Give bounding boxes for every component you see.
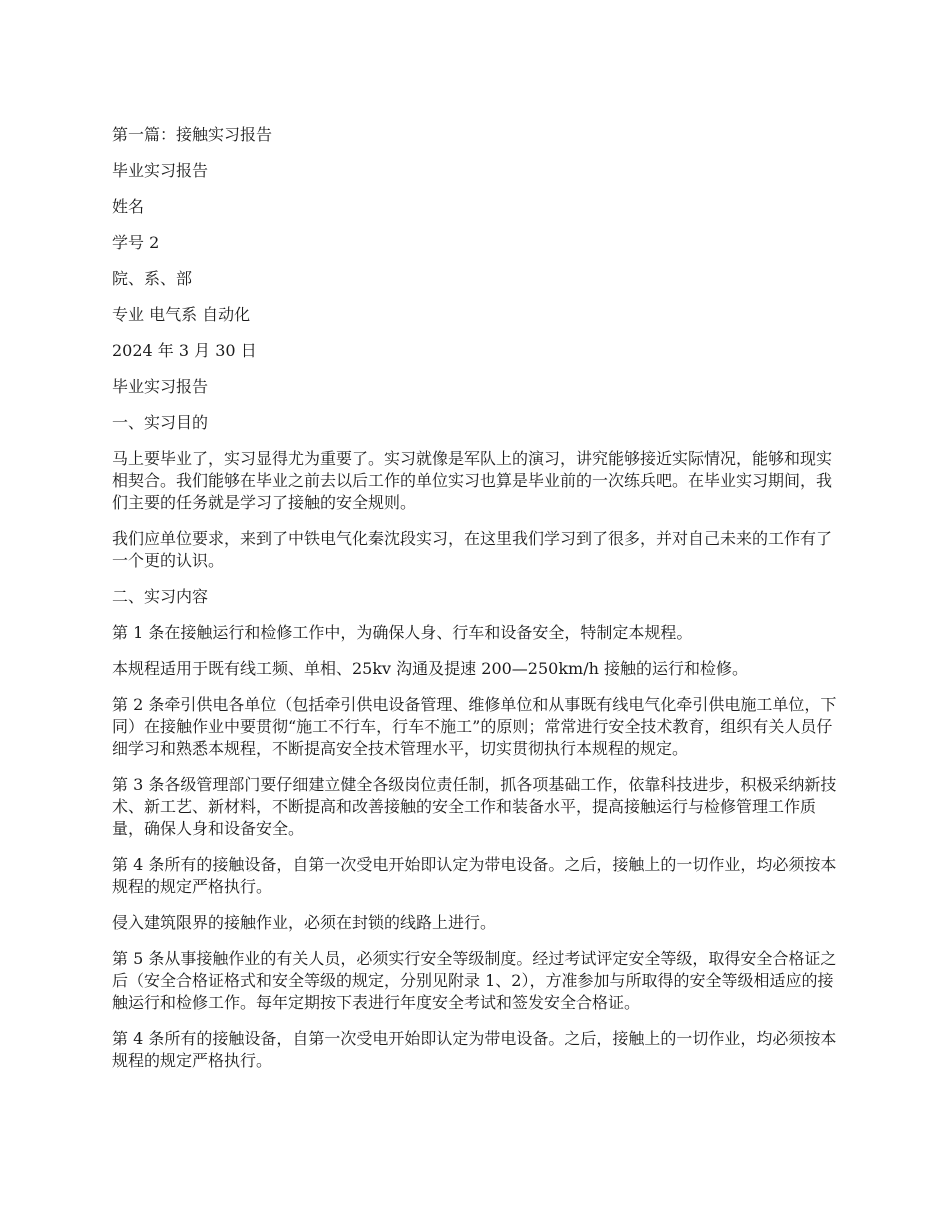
chapter-title: 第一篇：接触实习报告 xyxy=(112,125,273,144)
section-heading-purpose: 一、实习目的 xyxy=(112,413,209,432)
name-line: 姓名 xyxy=(112,197,145,216)
article-3: 第 3 条各级管理部门要仔细建立健全各级岗位责任制，抓各项基础工作，依靠科技进步，积极采纳新技术、新工艺、新材料，不断提高和改善接触的安全工作和装备水平，提高接触运行与检修管理工作质量，确保人身和设备安全。 xyxy=(112,775,837,838)
student-id-line: 学号 2 xyxy=(112,233,160,252)
article-1: 第 1 条在接触运行和检修工作中，为确保人身、行车和设备安全，特制定本规程。 xyxy=(112,623,693,642)
article-4-repeat: 第 4 条所有的接触设备，自第一次受电开始即认定为带电设备。之后，接触上的一切作业，均必须按本规程的规定严格执行。 xyxy=(112,1029,837,1070)
article-1-scope: 本规程适用于既有线工频、单相、25kv 沟通及提速 200—250km/h 接触的运行和检修。 xyxy=(112,659,748,678)
section-heading-content: 二、实习内容 xyxy=(112,587,209,606)
article-5: 第 5 条从事接触作业的有关人员，必须实行安全等级制度。经过考试评定安全等级，取得安全合格证之后（安全合格证格式和安全等级的规定，分别见附录 1、2），方准参加与所取得的安全等级相适应的接触运行和检修工作。每年定期按下表进行年度安全考试和签发安全合格证。 xyxy=(112,949,837,1012)
paragraph-purpose-1: 马上要毕业了，实习显得尤为重要了。实习就像是军队上的演习，讲究能够接近实际情况，能够和现实相契合。我们能够在毕业之前去以后工作的单位实习也算是毕业前的一次练兵吧。在毕业实习期间，我们主要的任务就是学习了接触的安全规则。 xyxy=(112,449,833,512)
article-4-note: 侵入建筑限界的接触作业，必须在封锁的线路上进行。 xyxy=(112,913,497,932)
major-line: 专业 电气系 自动化 xyxy=(112,305,251,324)
article-4: 第 4 条所有的接触设备，自第一次受电开始即认定为带电设备。之后，接触上的一切作业，均必须按本规程的规定严格执行。 xyxy=(112,855,837,896)
report-title: 毕业实习报告 xyxy=(112,161,209,180)
department-line: 院、系、部 xyxy=(112,269,193,288)
article-2: 第 2 条牵引供电各单位（包括牵引供电设备管理、维修单位和从事既有线电气化牵引供电施工单位，下同）在接触作业中要贯彻“施工不行车，行车不施工”的原则；常常进行安全技术教育，组织有关人员仔细学习和熟悉本规程，不断提高安全技术管理水平，切实贯彻执行本规程的规定。 xyxy=(112,695,837,758)
document-page xyxy=(112,124,842,1086)
date-line: 2024 年 3 月 30 日 xyxy=(112,341,257,360)
paragraph-purpose-2: 我们应单位要求，来到了中铁电气化秦沈段实习，在这里我们学习到了很多，并对自己未来的工作有了一个更的认识。 xyxy=(112,529,833,570)
report-title-repeat: 毕业实习报告 xyxy=(112,377,209,396)
